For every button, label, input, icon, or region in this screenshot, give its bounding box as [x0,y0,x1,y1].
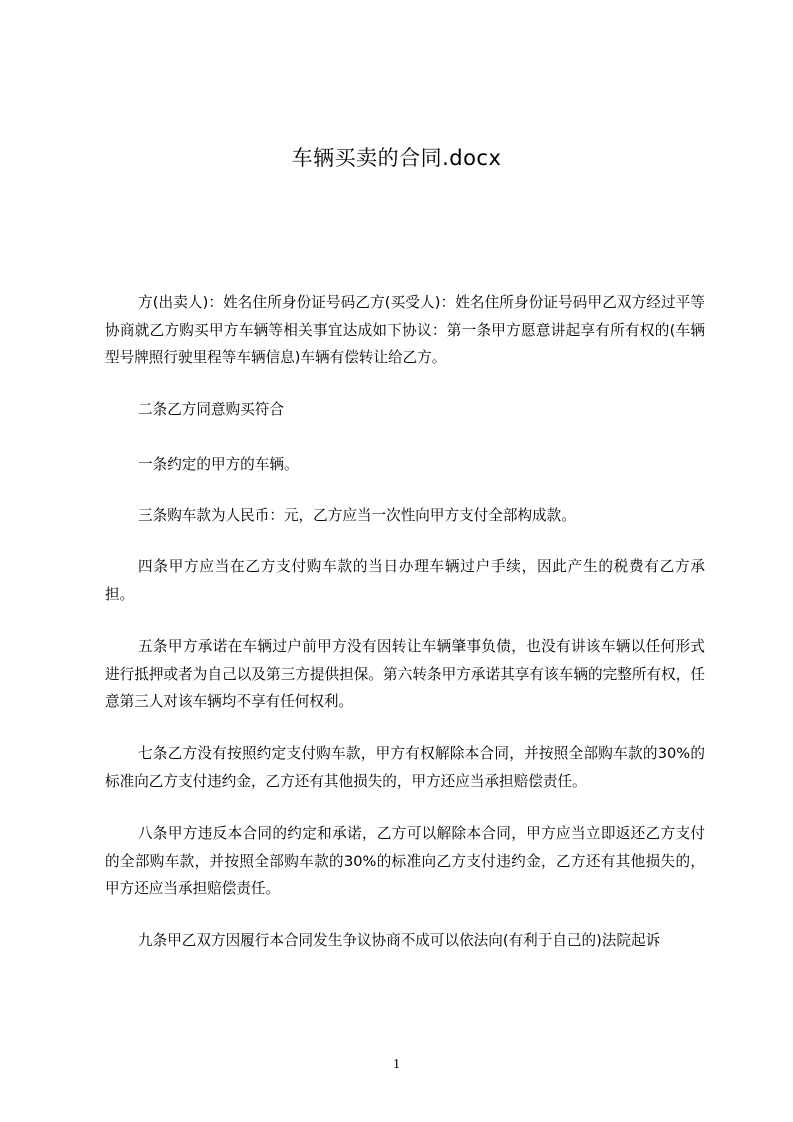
paragraph-article-5: 五条甲方承诺在车辆过户前甲方没有因转让车辆肇事负债，也没有讲该车辆以任何形式进行抵押或者为自己以及第三方提供担保。第六转条甲方承诺其享有该车辆的完整所有权，任意第三人对该车辆均不享有任何权利。 [105,638,705,710]
paragraph-article-2: 二条乙方同意购买符合 [138,401,284,418]
paragraph-parties: 方(出卖人)：姓名住所身份证号码乙方(买受人)：姓名住所身份证号码甲乙双方经过平等协商就乙方购买甲方车辆等相关事宜达成如下协议：第一条甲方愿意讲起享有所有权的(车辆型号牌照行驶里程等车辆信息)车辆有偿转让给乙方。 [105,294,705,366]
paragraph-article-1-ref: 一条约定的甲方的车辆。 [138,456,299,473]
paragraph-article-3: 三条购车款为人民币：元，乙方应当一次性向甲方支付全部构成款。 [138,507,576,524]
paragraph-article-9: 九条甲乙双方因履行本合同发生争议协商不成可以依法向(有利于自己的)法院起诉 [138,932,661,949]
document-title: 车辆买卖的合同.docx [291,146,502,170]
paragraph-article-4: 四条甲方应当在乙方支付购车款的当日办理车辆过户手续，因此产生的税费有乙方承担。 [105,558,705,603]
paragraph-article-8: 八条甲方违反本合同的约定和承诺，乙方可以解除本合同，甲方应当立即返还乙方支付的全部购车款，并按照全部购车款的30%的标准向乙方支付违约金，乙方还有其他损失的，甲方还应当承担赔偿责任。 [105,825,705,897]
page-number: 1 [393,1057,400,1072]
paragraph-article-7: 七条乙方没有按照约定支付购车款，甲方有权解除本合同，并按照全部购车款的30%的标准向乙方支付违约金，乙方还有其他损失的，甲方还应当承担赔偿责任。 [105,745,705,790]
